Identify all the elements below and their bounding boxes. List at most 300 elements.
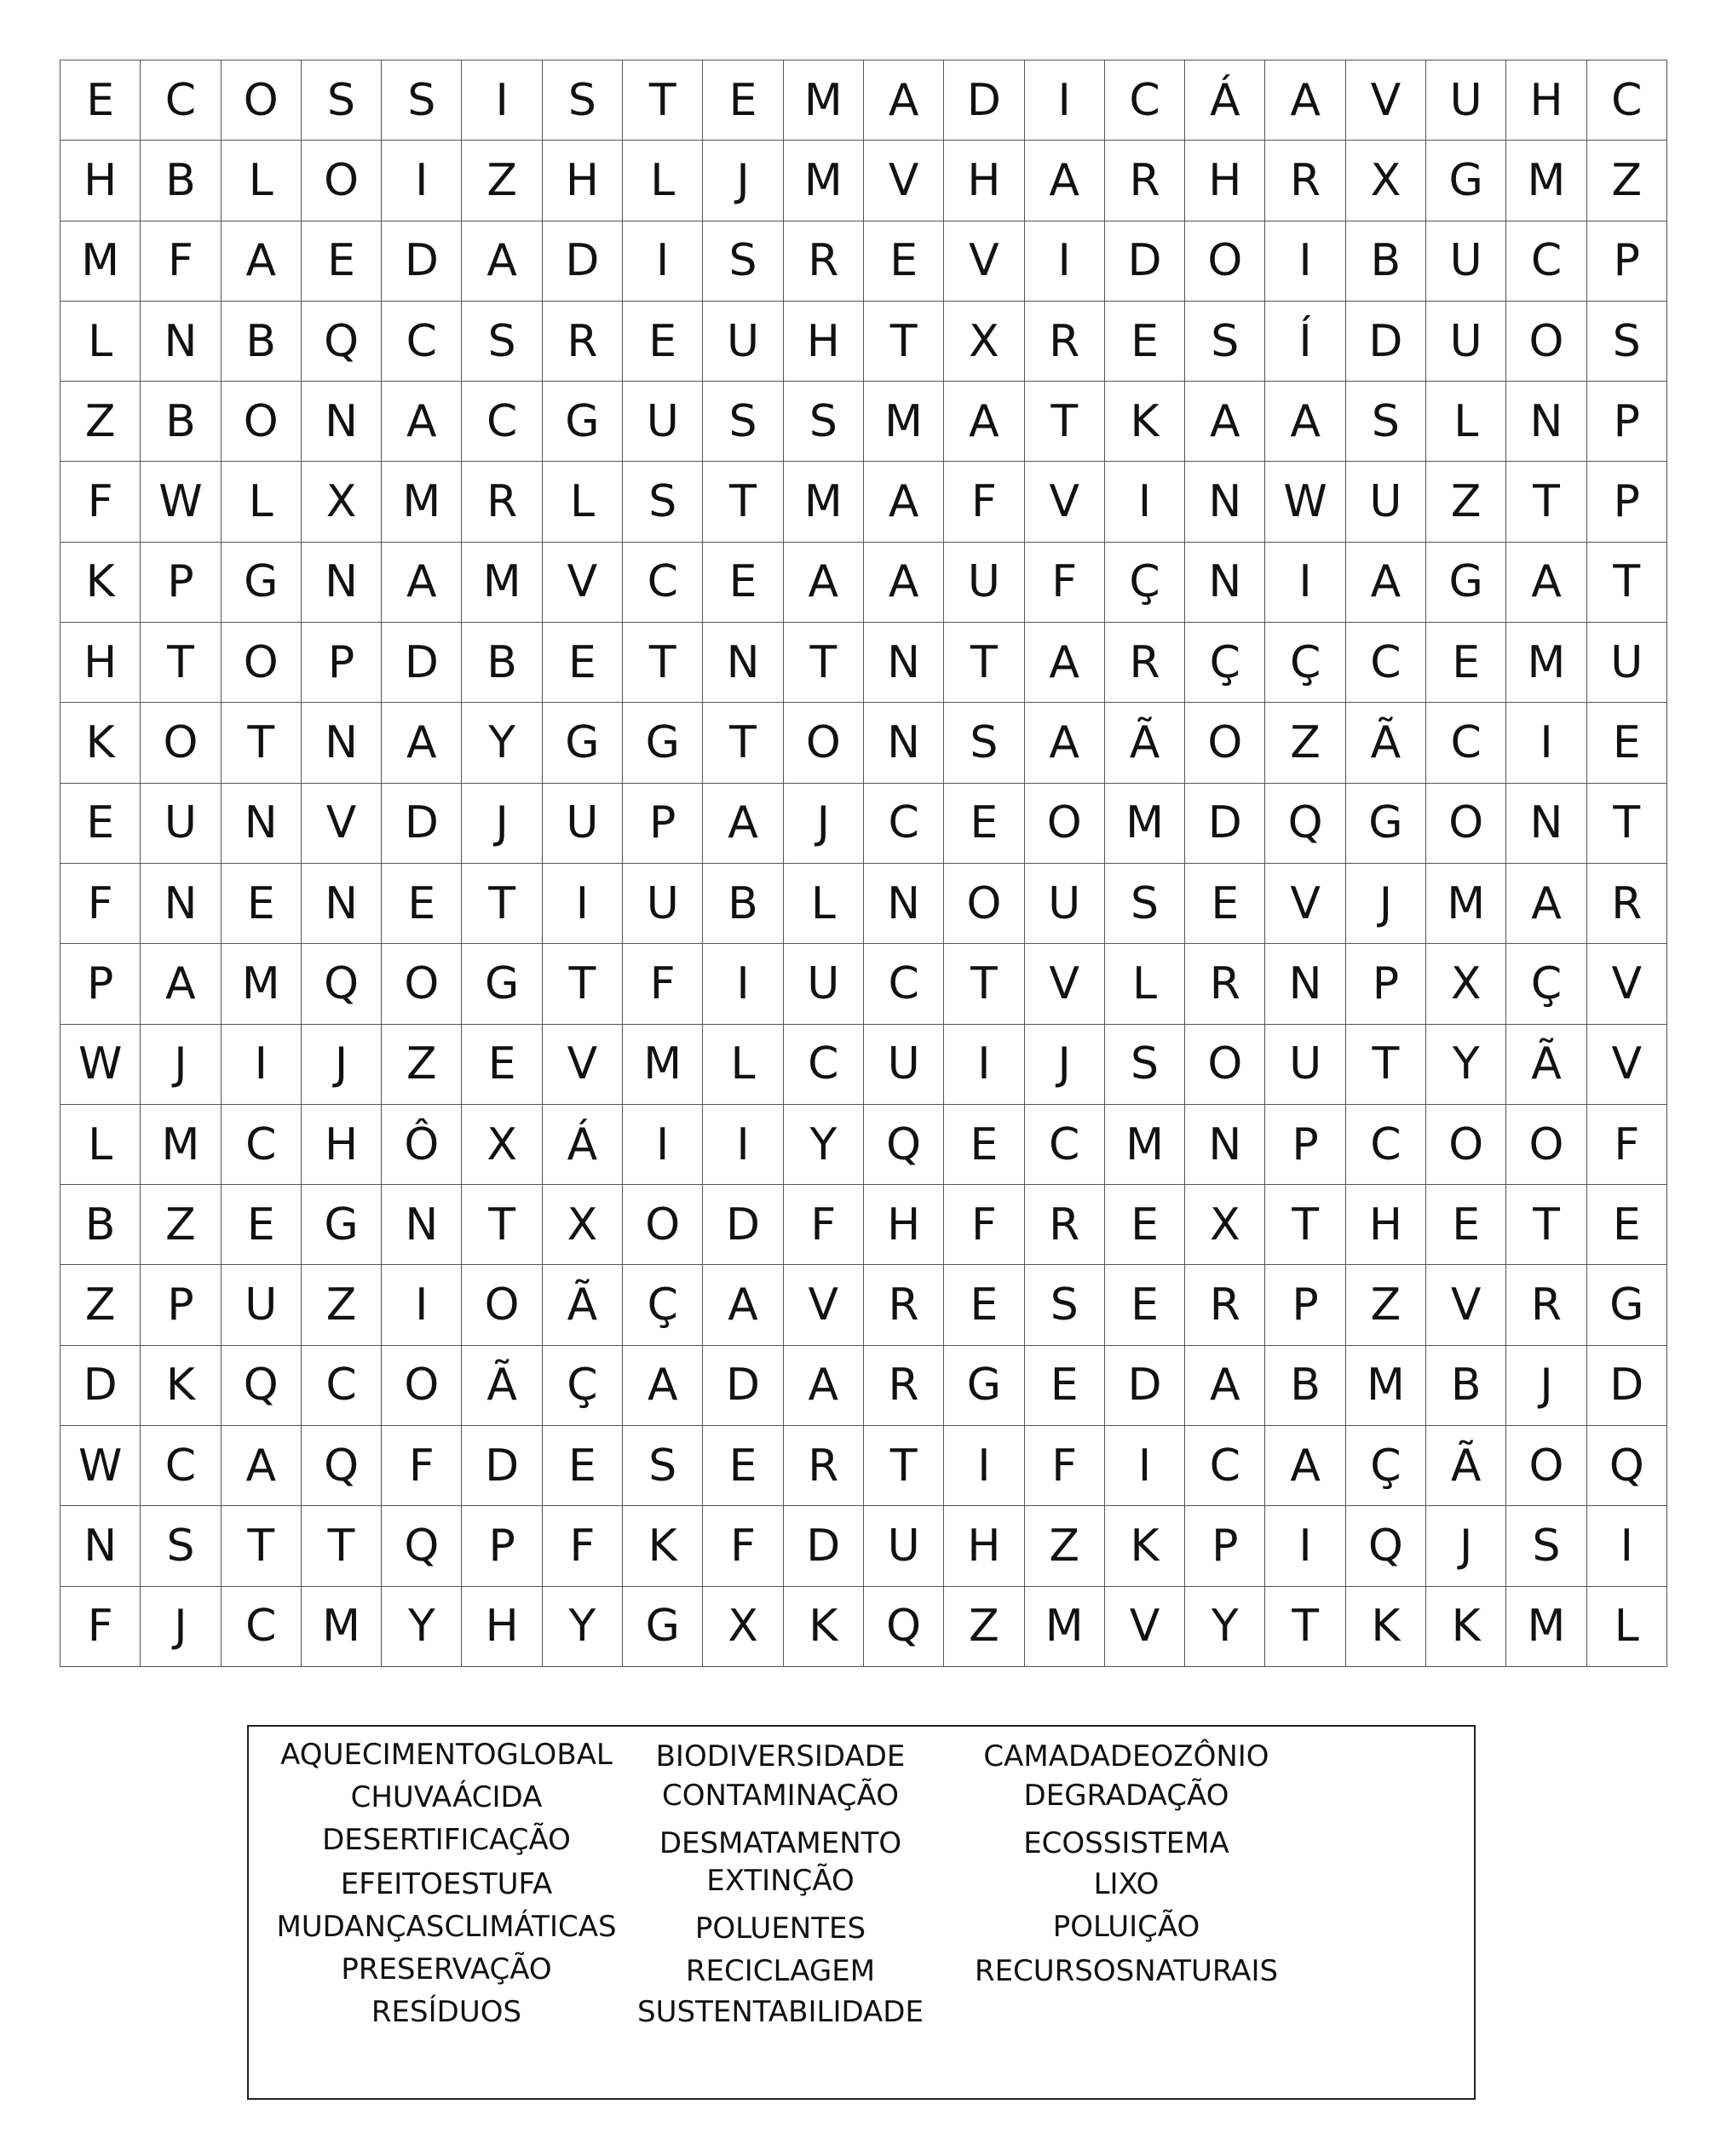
grid-cell[interactable]: N [60, 1506, 141, 1586]
grid-cell[interactable]: Z [462, 141, 542, 221]
grid-cell[interactable]: J [1346, 864, 1426, 944]
grid-cell[interactable]: E [944, 1265, 1024, 1345]
grid-cell[interactable]: C [784, 1025, 864, 1105]
grid-cell[interactable]: C [141, 1426, 221, 1506]
grid-cell[interactable]: R [1185, 944, 1265, 1024]
grid-cell[interactable]: S [302, 60, 382, 141]
grid-cell[interactable]: Á [1185, 60, 1265, 141]
grid-cell[interactable]: V [1025, 944, 1105, 1024]
grid-cell[interactable]: M [784, 141, 864, 221]
grid-cell[interactable]: I [382, 1265, 462, 1345]
grid-cell[interactable]: O [1025, 784, 1105, 864]
grid-cell[interactable]: V [944, 221, 1024, 302]
grid-cell[interactable]: S [784, 382, 864, 462]
grid-cell[interactable]: G [623, 1587, 703, 1667]
grid-cell[interactable]: F [382, 1426, 462, 1506]
grid-cell[interactable]: Ç [1185, 623, 1265, 703]
grid-cell[interactable]: Ô [382, 1105, 462, 1185]
grid-cell[interactable]: E [1587, 703, 1667, 783]
grid-cell[interactable]: R [1025, 302, 1105, 382]
grid-cell[interactable]: U [1426, 221, 1506, 302]
grid-cell[interactable]: N [1506, 784, 1586, 864]
grid-cell[interactable]: L [222, 141, 302, 221]
grid-cell[interactable]: N [864, 864, 944, 944]
grid-cell[interactable]: V [543, 543, 623, 623]
grid-cell[interactable]: H [462, 1587, 542, 1667]
grid-cell[interactable]: Ç [1506, 944, 1586, 1024]
grid-cell[interactable]: M [1346, 1346, 1426, 1426]
grid-cell[interactable]: K [1105, 382, 1185, 462]
grid-cell[interactable]: W [141, 462, 221, 542]
grid-cell[interactable]: V [302, 784, 382, 864]
grid-cell[interactable]: P [1587, 462, 1667, 542]
grid-cell[interactable]: S [1105, 864, 1185, 944]
grid-cell[interactable]: G [1587, 1265, 1667, 1345]
grid-cell[interactable]: M [784, 60, 864, 141]
grid-cell[interactable]: K [60, 703, 141, 783]
grid-cell[interactable]: C [1025, 1105, 1105, 1185]
grid-cell[interactable]: Z [944, 1587, 1024, 1667]
grid-cell[interactable]: P [462, 1506, 542, 1586]
grid-cell[interactable]: T [1346, 1025, 1426, 1105]
grid-cell[interactable]: S [141, 1506, 221, 1586]
grid-cell[interactable]: O [382, 1346, 462, 1426]
grid-cell[interactable]: P [1185, 1506, 1265, 1586]
grid-cell[interactable]: T [222, 1506, 302, 1586]
grid-cell[interactable]: T [703, 703, 783, 783]
grid-cell[interactable]: O [1506, 1105, 1586, 1185]
grid-cell[interactable]: G [302, 1185, 382, 1265]
grid-cell[interactable]: E [1426, 1185, 1506, 1265]
grid-cell[interactable]: B [222, 302, 302, 382]
grid-cell[interactable]: E [382, 864, 462, 944]
grid-cell[interactable]: P [1346, 944, 1426, 1024]
grid-cell[interactable]: G [623, 703, 703, 783]
grid-cell[interactable]: B [60, 1185, 141, 1265]
grid-cell[interactable]: F [1025, 543, 1105, 623]
grid-cell[interactable]: H [784, 302, 864, 382]
grid-cell[interactable]: A [222, 221, 302, 302]
grid-cell[interactable]: A [1265, 1426, 1345, 1506]
grid-cell[interactable]: V [1346, 60, 1426, 141]
grid-cell[interactable]: A [1025, 623, 1105, 703]
grid-cell[interactable]: O [302, 141, 382, 221]
grid-cell[interactable]: E [1025, 1346, 1105, 1426]
grid-cell[interactable]: K [1346, 1587, 1426, 1667]
grid-cell[interactable]: U [864, 1506, 944, 1586]
grid-cell[interactable]: O [222, 60, 302, 141]
grid-cell[interactable]: E [703, 543, 783, 623]
grid-cell[interactable]: Z [1265, 703, 1345, 783]
grid-cell[interactable]: D [1346, 302, 1426, 382]
grid-cell[interactable]: L [623, 141, 703, 221]
grid-cell[interactable]: E [1587, 1185, 1667, 1265]
grid-cell[interactable]: A [1025, 141, 1105, 221]
grid-cell[interactable]: U [1265, 1025, 1345, 1105]
grid-cell[interactable]: K [60, 543, 141, 623]
grid-cell[interactable]: K [784, 1587, 864, 1667]
grid-cell[interactable]: T [1506, 1185, 1586, 1265]
grid-cell[interactable]: V [1265, 864, 1345, 944]
grid-cell[interactable]: J [1025, 1025, 1105, 1105]
grid-cell[interactable]: N [1185, 1105, 1265, 1185]
grid-cell[interactable]: L [222, 462, 302, 542]
grid-cell[interactable]: A [623, 1346, 703, 1426]
grid-cell[interactable]: C [382, 302, 462, 382]
grid-cell[interactable]: N [703, 623, 783, 703]
grid-cell[interactable]: A [382, 382, 462, 462]
grid-cell[interactable]: X [462, 1105, 542, 1185]
grid-cell[interactable]: U [784, 944, 864, 1024]
grid-cell[interactable]: I [623, 1105, 703, 1185]
grid-cell[interactable]: Z [1025, 1506, 1105, 1586]
grid-cell[interactable]: L [60, 1105, 141, 1185]
grid-cell[interactable]: S [543, 60, 623, 141]
grid-cell[interactable]: A [703, 1265, 783, 1345]
grid-cell[interactable]: A [1265, 60, 1345, 141]
grid-cell[interactable]: Q [302, 944, 382, 1024]
grid-cell[interactable]: M [1506, 623, 1586, 703]
grid-cell[interactable]: I [944, 1025, 1024, 1105]
grid-cell[interactable]: Z [60, 1265, 141, 1345]
grid-cell[interactable]: A [864, 60, 944, 141]
grid-cell[interactable]: I [1265, 221, 1345, 302]
grid-cell[interactable]: N [1506, 382, 1586, 462]
grid-cell[interactable]: K [1105, 1506, 1185, 1586]
grid-cell[interactable]: L [784, 864, 864, 944]
grid-cell[interactable]: I [944, 1426, 1024, 1506]
grid-cell[interactable]: C [1346, 623, 1426, 703]
grid-cell[interactable]: P [1265, 1265, 1345, 1345]
grid-cell[interactable]: C [864, 944, 944, 1024]
grid-cell[interactable]: T [864, 302, 944, 382]
grid-cell[interactable]: E [1426, 623, 1506, 703]
grid-cell[interactable]: I [1025, 60, 1105, 141]
grid-cell[interactable]: V [543, 1025, 623, 1105]
grid-cell[interactable]: U [222, 1265, 302, 1345]
grid-cell[interactable]: B [141, 141, 221, 221]
grid-cell[interactable]: M [1506, 1587, 1586, 1667]
grid-cell[interactable]: S [1185, 302, 1265, 382]
grid-cell[interactable]: F [784, 1185, 864, 1265]
grid-cell[interactable]: H [60, 141, 141, 221]
grid-cell[interactable]: G [543, 703, 623, 783]
grid-cell[interactable]: N [222, 784, 302, 864]
grid-cell[interactable]: U [623, 382, 703, 462]
grid-cell[interactable]: M [141, 1105, 221, 1185]
grid-cell[interactable]: Q [302, 302, 382, 382]
grid-cell[interactable]: A [222, 1426, 302, 1506]
grid-cell[interactable]: I [1587, 1506, 1667, 1586]
grid-cell[interactable]: T [543, 944, 623, 1024]
grid-cell[interactable]: O [462, 1265, 542, 1345]
grid-cell[interactable]: B [1426, 1346, 1506, 1426]
grid-cell[interactable]: M [784, 462, 864, 542]
grid-cell[interactable]: O [382, 944, 462, 1024]
grid-cell[interactable]: D [703, 1185, 783, 1265]
grid-cell[interactable]: M [382, 462, 462, 542]
grid-cell[interactable]: E [703, 1426, 783, 1506]
grid-cell[interactable]: G [543, 382, 623, 462]
grid-cell[interactable]: A [141, 944, 221, 1024]
grid-cell[interactable]: Q [222, 1346, 302, 1426]
grid-cell[interactable]: R [1506, 1265, 1586, 1345]
grid-cell[interactable]: J [703, 141, 783, 221]
grid-cell[interactable]: F [703, 1506, 783, 1586]
grid-cell[interactable]: R [543, 302, 623, 382]
grid-cell[interactable]: U [864, 1025, 944, 1105]
grid-cell[interactable]: A [1346, 543, 1426, 623]
grid-cell[interactable]: I [703, 1105, 783, 1185]
grid-cell[interactable]: R [784, 221, 864, 302]
grid-cell[interactable]: U [141, 784, 221, 864]
grid-cell[interactable]: I [543, 864, 623, 944]
grid-cell[interactable]: Y [382, 1587, 462, 1667]
grid-cell[interactable]: Ã [1426, 1426, 1506, 1506]
grid-cell[interactable]: E [302, 221, 382, 302]
grid-cell[interactable]: T [1506, 462, 1586, 542]
grid-cell[interactable]: C [864, 784, 944, 864]
grid-cell[interactable]: C [462, 382, 542, 462]
grid-cell[interactable]: S [703, 382, 783, 462]
grid-cell[interactable]: U [1426, 302, 1506, 382]
grid-cell[interactable]: L [543, 462, 623, 542]
grid-cell[interactable]: Í [1265, 302, 1345, 382]
grid-cell[interactable]: C [1185, 1426, 1265, 1506]
grid-cell[interactable]: C [1346, 1105, 1426, 1185]
grid-cell[interactable]: T [1265, 1587, 1345, 1667]
grid-cell[interactable]: F [60, 864, 141, 944]
grid-cell[interactable]: M [1506, 141, 1586, 221]
grid-cell[interactable]: S [1506, 1506, 1586, 1586]
grid-cell[interactable]: J [1426, 1506, 1506, 1586]
grid-cell[interactable]: J [462, 784, 542, 864]
grid-cell[interactable]: Z [1587, 141, 1667, 221]
grid-cell[interactable]: T [623, 623, 703, 703]
grid-cell[interactable]: W [1265, 462, 1345, 542]
grid-cell[interactable]: E [543, 1426, 623, 1506]
grid-cell[interactable]: Ç [1265, 623, 1345, 703]
grid-cell[interactable]: E [1185, 864, 1265, 944]
grid-cell[interactable]: D [462, 1426, 542, 1506]
grid-cell[interactable]: Ç [1105, 543, 1185, 623]
grid-cell[interactable]: A [864, 462, 944, 542]
grid-cell[interactable]: I [462, 60, 542, 141]
grid-cell[interactable]: E [944, 1105, 1024, 1185]
grid-cell[interactable]: N [1185, 543, 1265, 623]
grid-cell[interactable]: D [382, 784, 462, 864]
grid-cell[interactable]: F [141, 221, 221, 302]
grid-cell[interactable]: I [623, 221, 703, 302]
grid-cell[interactable]: Z [60, 382, 141, 462]
grid-cell[interactable]: T [222, 703, 302, 783]
grid-cell[interactable]: N [1265, 944, 1345, 1024]
grid-cell[interactable]: Y [1426, 1025, 1506, 1105]
grid-cell[interactable]: A [784, 543, 864, 623]
grid-cell[interactable]: T [1025, 382, 1105, 462]
grid-cell[interactable]: F [944, 1185, 1024, 1265]
grid-cell[interactable]: N [302, 543, 382, 623]
grid-cell[interactable]: K [623, 1506, 703, 1586]
grid-cell[interactable]: F [60, 1587, 141, 1667]
grid-cell[interactable]: O [1426, 784, 1506, 864]
grid-cell[interactable]: J [784, 784, 864, 864]
grid-cell[interactable]: N [864, 703, 944, 783]
grid-cell[interactable]: R [1265, 141, 1345, 221]
grid-cell[interactable]: Ã [1105, 703, 1185, 783]
grid-cell[interactable]: U [703, 302, 783, 382]
grid-cell[interactable]: H [60, 623, 141, 703]
grid-cell[interactable]: O [1506, 1426, 1586, 1506]
grid-cell[interactable]: E [543, 623, 623, 703]
grid-cell[interactable]: O [1426, 1105, 1506, 1185]
grid-cell[interactable]: Ç [543, 1346, 623, 1426]
grid-cell[interactable]: K [1426, 1587, 1506, 1667]
grid-cell[interactable]: H [1346, 1185, 1426, 1265]
grid-cell[interactable]: L [1426, 382, 1506, 462]
grid-cell[interactable]: E [60, 60, 141, 141]
grid-cell[interactable]: Z [1426, 462, 1506, 542]
grid-cell[interactable]: E [1105, 1185, 1185, 1265]
grid-cell[interactable]: N [302, 382, 382, 462]
grid-cell[interactable]: D [60, 1346, 141, 1426]
grid-cell[interactable]: Z [1346, 1265, 1426, 1345]
grid-cell[interactable]: H [302, 1105, 382, 1185]
grid-cell[interactable]: A [462, 221, 542, 302]
grid-cell[interactable]: T [141, 623, 221, 703]
grid-cell[interactable]: T [302, 1506, 382, 1586]
grid-cell[interactable]: N [141, 302, 221, 382]
grid-cell[interactable]: E [623, 302, 703, 382]
grid-cell[interactable]: S [944, 703, 1024, 783]
grid-cell[interactable]: O [141, 703, 221, 783]
grid-cell[interactable]: V [1587, 1025, 1667, 1105]
grid-cell[interactable]: V [864, 141, 944, 221]
grid-cell[interactable]: C [1587, 60, 1667, 141]
grid-cell[interactable]: Y [1185, 1587, 1265, 1667]
grid-cell[interactable]: N [302, 864, 382, 944]
grid-cell[interactable]: H [543, 141, 623, 221]
grid-cell[interactable]: T [623, 60, 703, 141]
grid-cell[interactable]: A [1185, 1346, 1265, 1426]
grid-cell[interactable]: B [141, 382, 221, 462]
grid-cell[interactable]: M [1426, 864, 1506, 944]
grid-cell[interactable]: V [1105, 1587, 1185, 1667]
grid-cell[interactable]: P [141, 543, 221, 623]
grid-cell[interactable]: R [864, 1346, 944, 1426]
grid-cell[interactable]: W [60, 1426, 141, 1506]
grid-cell[interactable]: T [944, 944, 1024, 1024]
grid-cell[interactable]: M [1105, 1105, 1185, 1185]
grid-cell[interactable]: I [1025, 221, 1105, 302]
grid-cell[interactable]: S [1587, 302, 1667, 382]
grid-cell[interactable]: U [1346, 462, 1426, 542]
grid-cell[interactable]: H [944, 1506, 1024, 1586]
grid-cell[interactable]: E [864, 221, 944, 302]
grid-cell[interactable]: T [462, 1185, 542, 1265]
grid-cell[interactable]: I [1265, 543, 1345, 623]
grid-cell[interactable]: T [1265, 1185, 1345, 1265]
grid-cell[interactable]: Z [302, 1265, 382, 1345]
grid-cell[interactable]: I [703, 944, 783, 1024]
grid-cell[interactable]: S [623, 1426, 703, 1506]
grid-cell[interactable]: C [222, 1105, 302, 1185]
grid-cell[interactable]: P [1265, 1105, 1345, 1185]
grid-cell[interactable]: B [1346, 221, 1426, 302]
grid-cell[interactable]: X [944, 302, 1024, 382]
grid-cell[interactable]: T [864, 1426, 944, 1506]
grid-cell[interactable]: F [60, 462, 141, 542]
grid-cell[interactable]: A [1185, 382, 1265, 462]
grid-cell[interactable]: I [1265, 1506, 1345, 1586]
grid-cell[interactable]: Ã [1506, 1025, 1586, 1105]
grid-cell[interactable]: Ç [623, 1265, 703, 1345]
grid-cell[interactable]: I [382, 141, 462, 221]
grid-cell[interactable]: T [1587, 543, 1667, 623]
grid-cell[interactable]: S [623, 462, 703, 542]
grid-cell[interactable]: O [222, 382, 302, 462]
grid-cell[interactable]: Ã [462, 1346, 542, 1426]
grid-cell[interactable]: E [703, 60, 783, 141]
grid-cell[interactable]: T [462, 864, 542, 944]
grid-cell[interactable]: C [141, 60, 221, 141]
grid-cell[interactable]: I [1105, 1426, 1185, 1506]
grid-cell[interactable]: G [462, 944, 542, 1024]
grid-cell[interactable]: P [1587, 382, 1667, 462]
grid-cell[interactable]: M [623, 1025, 703, 1105]
grid-cell[interactable]: Y [462, 703, 542, 783]
grid-cell[interactable]: Y [784, 1105, 864, 1185]
grid-cell[interactable]: D [703, 1346, 783, 1426]
grid-cell[interactable]: O [222, 623, 302, 703]
grid-cell[interactable]: F [1587, 1105, 1667, 1185]
grid-cell[interactable]: O [1506, 302, 1586, 382]
grid-cell[interactable]: C [222, 1587, 302, 1667]
grid-cell[interactable]: A [784, 1346, 864, 1426]
grid-cell[interactable]: L [703, 1025, 783, 1105]
grid-cell[interactable]: M [462, 543, 542, 623]
grid-cell[interactable]: U [623, 864, 703, 944]
grid-cell[interactable]: N [1185, 462, 1265, 542]
grid-cell[interactable]: Q [1346, 1506, 1426, 1586]
grid-cell[interactable]: V [1426, 1265, 1506, 1345]
grid-cell[interactable]: C [1426, 703, 1506, 783]
grid-cell[interactable]: Z [382, 1025, 462, 1105]
grid-cell[interactable]: M [864, 382, 944, 462]
grid-cell[interactable]: R [1025, 1185, 1105, 1265]
grid-cell[interactable]: D [1105, 1346, 1185, 1426]
grid-cell[interactable]: V [1025, 462, 1105, 542]
grid-cell[interactable]: T [784, 623, 864, 703]
grid-cell[interactable]: A [382, 543, 462, 623]
grid-cell[interactable]: Q [864, 1587, 944, 1667]
grid-cell[interactable]: P [1587, 221, 1667, 302]
grid-cell[interactable]: L [1587, 1587, 1667, 1667]
grid-cell[interactable]: Z [141, 1185, 221, 1265]
grid-cell[interactable]: C [1506, 221, 1586, 302]
grid-cell[interactable]: I [1506, 703, 1586, 783]
grid-cell[interactable]: Q [1265, 784, 1345, 864]
grid-cell[interactable]: Q [1587, 1426, 1667, 1506]
grid-cell[interactable]: X [1346, 141, 1426, 221]
grid-cell[interactable]: Ã [543, 1265, 623, 1345]
grid-cell[interactable]: G [1426, 141, 1506, 221]
grid-cell[interactable]: S [1346, 382, 1426, 462]
grid-cell[interactable]: O [623, 1185, 703, 1265]
grid-cell[interactable]: O [1185, 1025, 1265, 1105]
grid-cell[interactable]: Q [382, 1506, 462, 1586]
grid-cell[interactable]: O [1185, 703, 1265, 783]
